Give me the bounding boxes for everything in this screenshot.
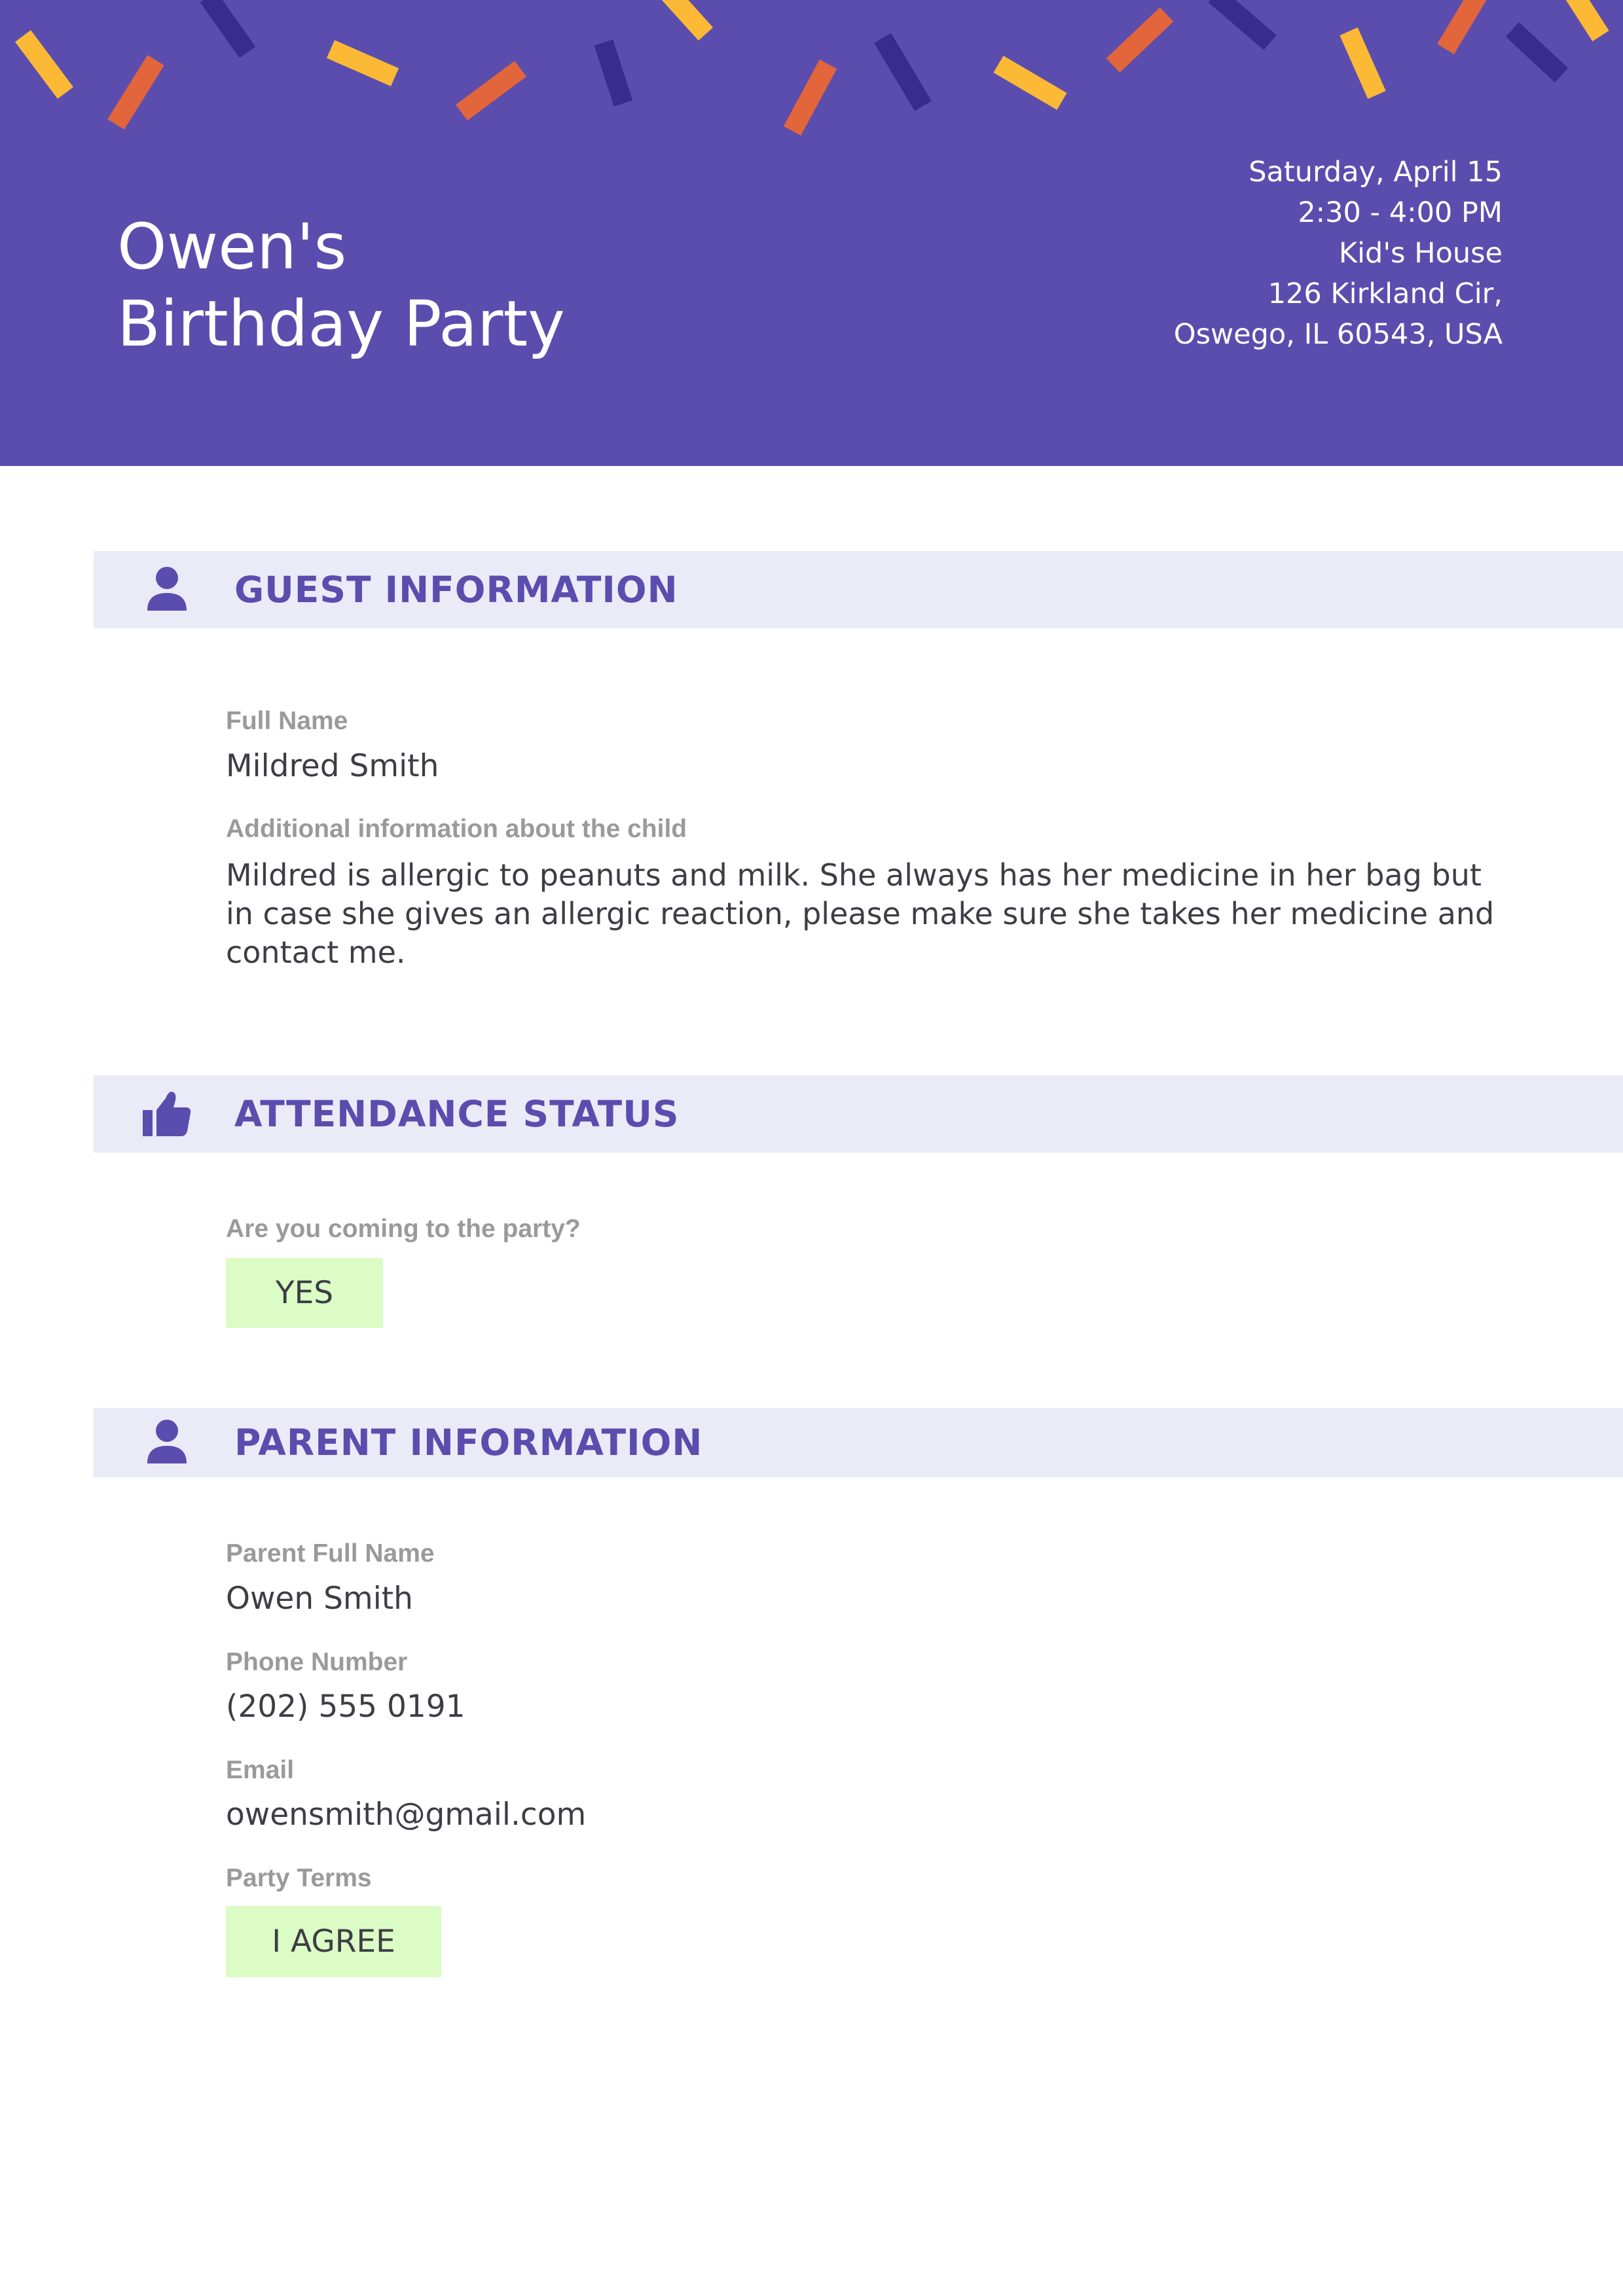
additional-info-label: Additional information about the child [226, 815, 687, 843]
section-title: PARENT INFORMATION [234, 1422, 703, 1463]
email-label: Email [226, 1756, 295, 1784]
event-address-line-2: Oswego, IL 60543, USA [1173, 318, 1503, 351]
section-title: ATTENDANCE STATUS [234, 1093, 680, 1135]
parent-name-label: Parent Full Name [226, 1539, 435, 1568]
section-title: GUEST INFORMATION [234, 569, 678, 611]
section-guest-information [94, 551, 1623, 628]
thumbs-up-icon [141, 1088, 193, 1140]
event-date: Saturday, April 15 [1249, 156, 1503, 188]
event-details [1174, 152, 1503, 355]
phone-number-value: (202) 555 0191 [226, 1689, 465, 1725]
person-icon [141, 564, 193, 616]
section-parent-information [94, 1408, 1623, 1477]
additional-info-value: Mildred is allergic to peanuts and milk. She always has her medicine in her bag but in case she gives an allergic reaction, please make sure she takes her medicine and contact me. [226, 857, 1495, 970]
page-title [117, 208, 565, 363]
party-terms-badge: I AGREE [226, 1906, 441, 1977]
phone-number-label: Phone Number [226, 1648, 408, 1676]
email-value: owensmith@gmail.com [226, 1797, 587, 1833]
parent-name-value: Owen Smith [226, 1581, 413, 1617]
full-name-value: Mildred Smith [226, 748, 439, 784]
person-icon [141, 1416, 193, 1469]
section-attendance-status [94, 1075, 1623, 1153]
attendance-question-label: Are you coming to the party? [226, 1215, 581, 1243]
event-venue: Kid's House [1338, 237, 1503, 270]
event-address-line-1: 126 Kirkland Cir, [1267, 278, 1503, 310]
title-line-1: Owen's [117, 210, 347, 283]
party-terms-label: Party Terms [226, 1864, 372, 1892]
header-banner [0, 0, 1623, 466]
full-name-label: Full Name [226, 707, 348, 735]
title-line-2: Birthday Party [117, 287, 565, 361]
event-time: 2:30 - 4:00 PM [1298, 196, 1503, 229]
attendance-answer-badge: YES [226, 1258, 383, 1328]
